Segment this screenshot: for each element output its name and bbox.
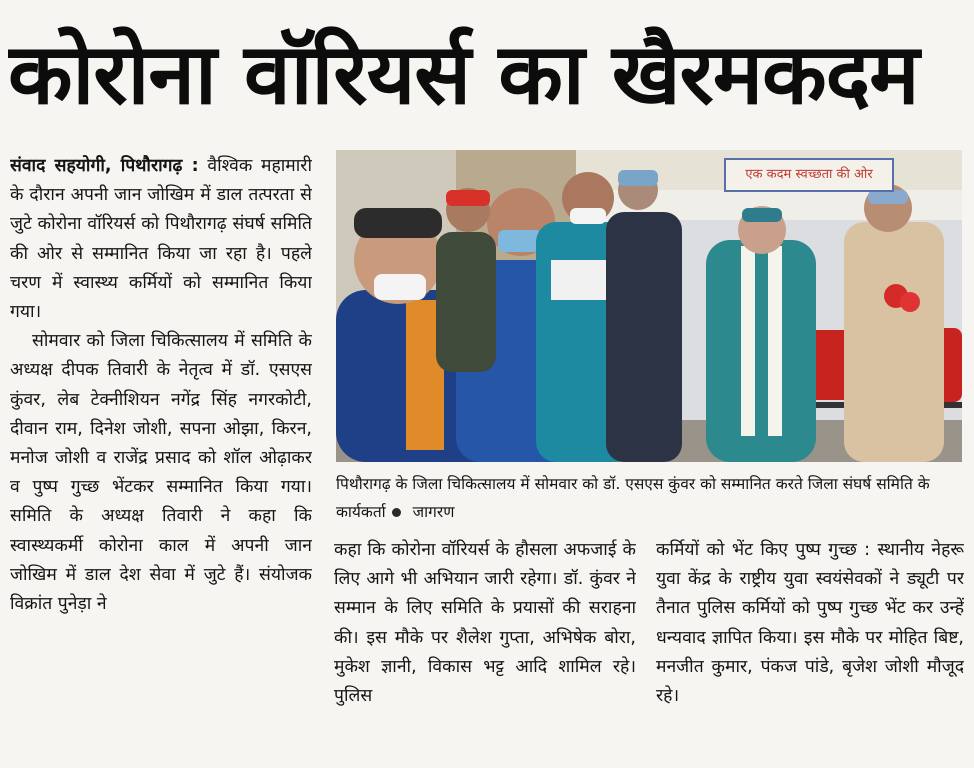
- headline: कोरोना वॉरियर्स का खैरमकदम: [8, 25, 919, 123]
- news-photo: [336, 150, 962, 462]
- paragraph-2: सोमवार को जिला चिकित्सालय में समिति के अध्यक्ष दीपक तिवारी के नेतृत्व में डॉ. एसएस कुंवर, लेब टेक्नीशियन नगेंद्र सिंह नगरकोटी, दीवान राम, दिनेश जोशी, सपना ओझा, किरन, मनोज जोशी व राजेंद्र प्रसाद को शॉल ओढ़ाकर व पुष्प गुच्छ भेंटकर सम्मानित किया गया। समिति के अध्यक्ष तिवारी ने कहा कि स्वास्थ्यकर्मी कोरोना काल में अपनी जान जोखिम में डाल देश सेवा में जुटे हैं। संयोजक विक्रांत पुनेड़ा ने: [10, 331, 312, 615]
- byline-separator: :: [182, 156, 199, 176]
- photo-credit: जागरण: [412, 503, 455, 521]
- hospital-scene-illustration: [336, 150, 962, 462]
- paragraph-1: वैश्विक महामारी के दौरान अपनी जान जोखिम में डाल तत्परता से जुटे कोरोना वॉरियर्स को पिथौरागढ़ संघर्ष समिति की ओर से सम्मानित किया जा रहा है। पहले चरण में स्वास्थ्य कर्मियों को सम्मानित किया गया।: [10, 156, 312, 323]
- article-column-1: [10, 152, 312, 764]
- article-column-3: [656, 536, 964, 764]
- paragraph-4: कर्मियों को भेंट किए पुष्प गुच्छ : स्थानीय नेहरू युवा केंद्र के राष्ट्रीय युवा स्वयंसेवकों ने ड्यूटी पर तैनात पुलिस कर्मियों को पुष्प गुच्छ भेंट कर उन्हें धन्यवाद ज्ञापित किया। इस मौके पर मोहित बिष्ट, मनजीत कुमार, पंकज पांडे, बृजेश जोशी मौजूद रहे।: [656, 540, 964, 707]
- article-column-2: [334, 536, 636, 764]
- caption-text: पिथौरागढ़ के जिला चिकित्सालय में सोमवार को डॉ. एसएस कुंवर को सम्मानित करते जिला संघर्ष समिति के कार्यकर्ता: [336, 475, 930, 521]
- byline: संवाद सहयोगी, पिथौरागढ़: [10, 156, 183, 176]
- photo-banner: एक कदम स्वच्छता की ओर: [724, 158, 894, 192]
- photo-caption: [336, 470, 964, 530]
- paragraph-3: कहा कि कोरोना वॉरियर्स के हौसला अफजाई के लिए आगे भी अभियान जारी रहेगा। डॉ. कुंवर ने सम्मान के लिए समिति के प्रयासों की सराहना की। इस मौके पर शैलेश गुप्ता, अभिषेक बोरा, मुकेश ज्ञानी, विकास भट्ट आदि शामिल रहे। पुलिस: [334, 540, 636, 707]
- lead-paragraph: [10, 152, 312, 327]
- bullet-dot-icon: [392, 508, 401, 517]
